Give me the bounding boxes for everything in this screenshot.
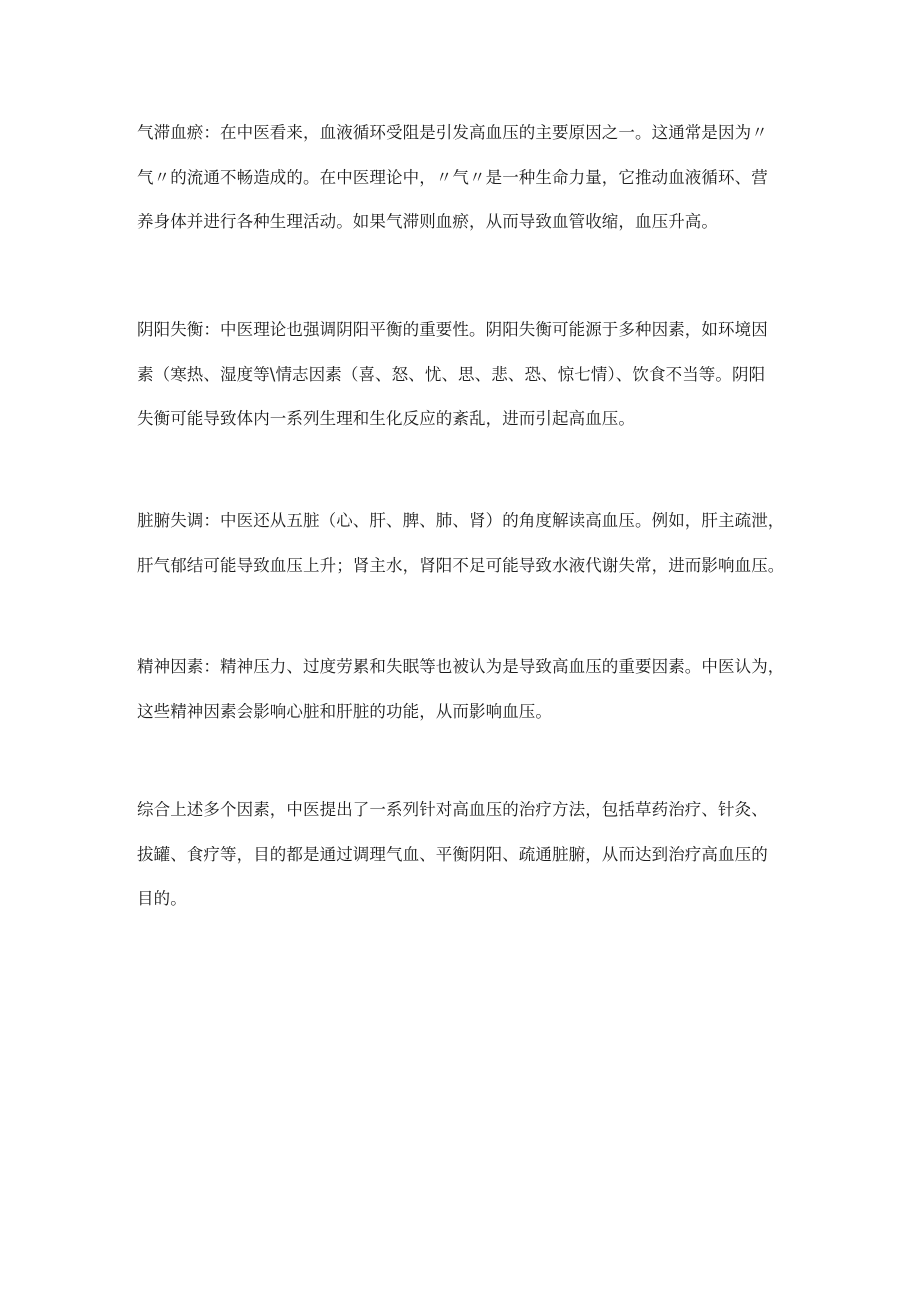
text-line: 阴阳失衡：中医理论也强调阴阳平衡的重要性。阴阳失衡可能源于多种因素，如环境因 xyxy=(137,320,768,339)
paragraph-organ-dysfunction xyxy=(137,511,817,600)
text-line: 目的。 xyxy=(137,889,187,908)
text-line: 失衡可能导致体内一系列生理和生化反应的紊乱，进而引起高血压。 xyxy=(137,409,635,428)
text-line: 养身体并进行各种生理活动。如果气滞则血瘀，从而导致血管收缩，血压升高。 xyxy=(137,212,718,231)
text-line: 这些精神因素会影响心脏和肝脏的功能，从而影响血压。 xyxy=(137,701,552,721)
text-line: 气〃的流通不畅造成的。在中医理论中，〃气〃是一种生命力量，它推动血液循环、营 xyxy=(137,167,768,187)
paragraph-qi-stagnation xyxy=(137,123,817,257)
paragraph-treatment-summary xyxy=(137,800,817,934)
text-line: 综合上述多个因素，中医提出了一系列针对高血压的治疗方法，包括草药治疗、针灸、 xyxy=(137,800,768,819)
text-line: 气滞血瘀：在中医看来，血液循环受阻是引发高血压的主要原因之一。这通常是因为〃 xyxy=(137,123,768,142)
paragraph-mental-factors xyxy=(137,657,817,746)
text-line: 肝气郁结可能导致血压上升；肾主水，肾阳不足可能导致水液代谢失常，进而影响血压。 xyxy=(137,555,785,575)
text-line: 精神因素：精神压力、过度劳累和失眠等也被认为是导致高血压的重要因素。中医认为， xyxy=(137,657,785,676)
text-line: 素（寒热、湿度等\情志因素（喜、怒、忧、思、悲、恐、惊七情）、饮食不当等。阴阳 xyxy=(137,364,766,384)
text-line: 脏腑失调：中医还从五脏（心、肝、脾、肺、肾）的角度解读高血压。例如，肝主疏泄， xyxy=(137,511,785,530)
paragraph-yin-yang-imbalance xyxy=(137,320,817,454)
text-line: 拔罐、食疗等，目的都是通过调理气血、平衡阴阳、疏通脏腑，从而达到治疗高血压的 xyxy=(137,844,768,864)
